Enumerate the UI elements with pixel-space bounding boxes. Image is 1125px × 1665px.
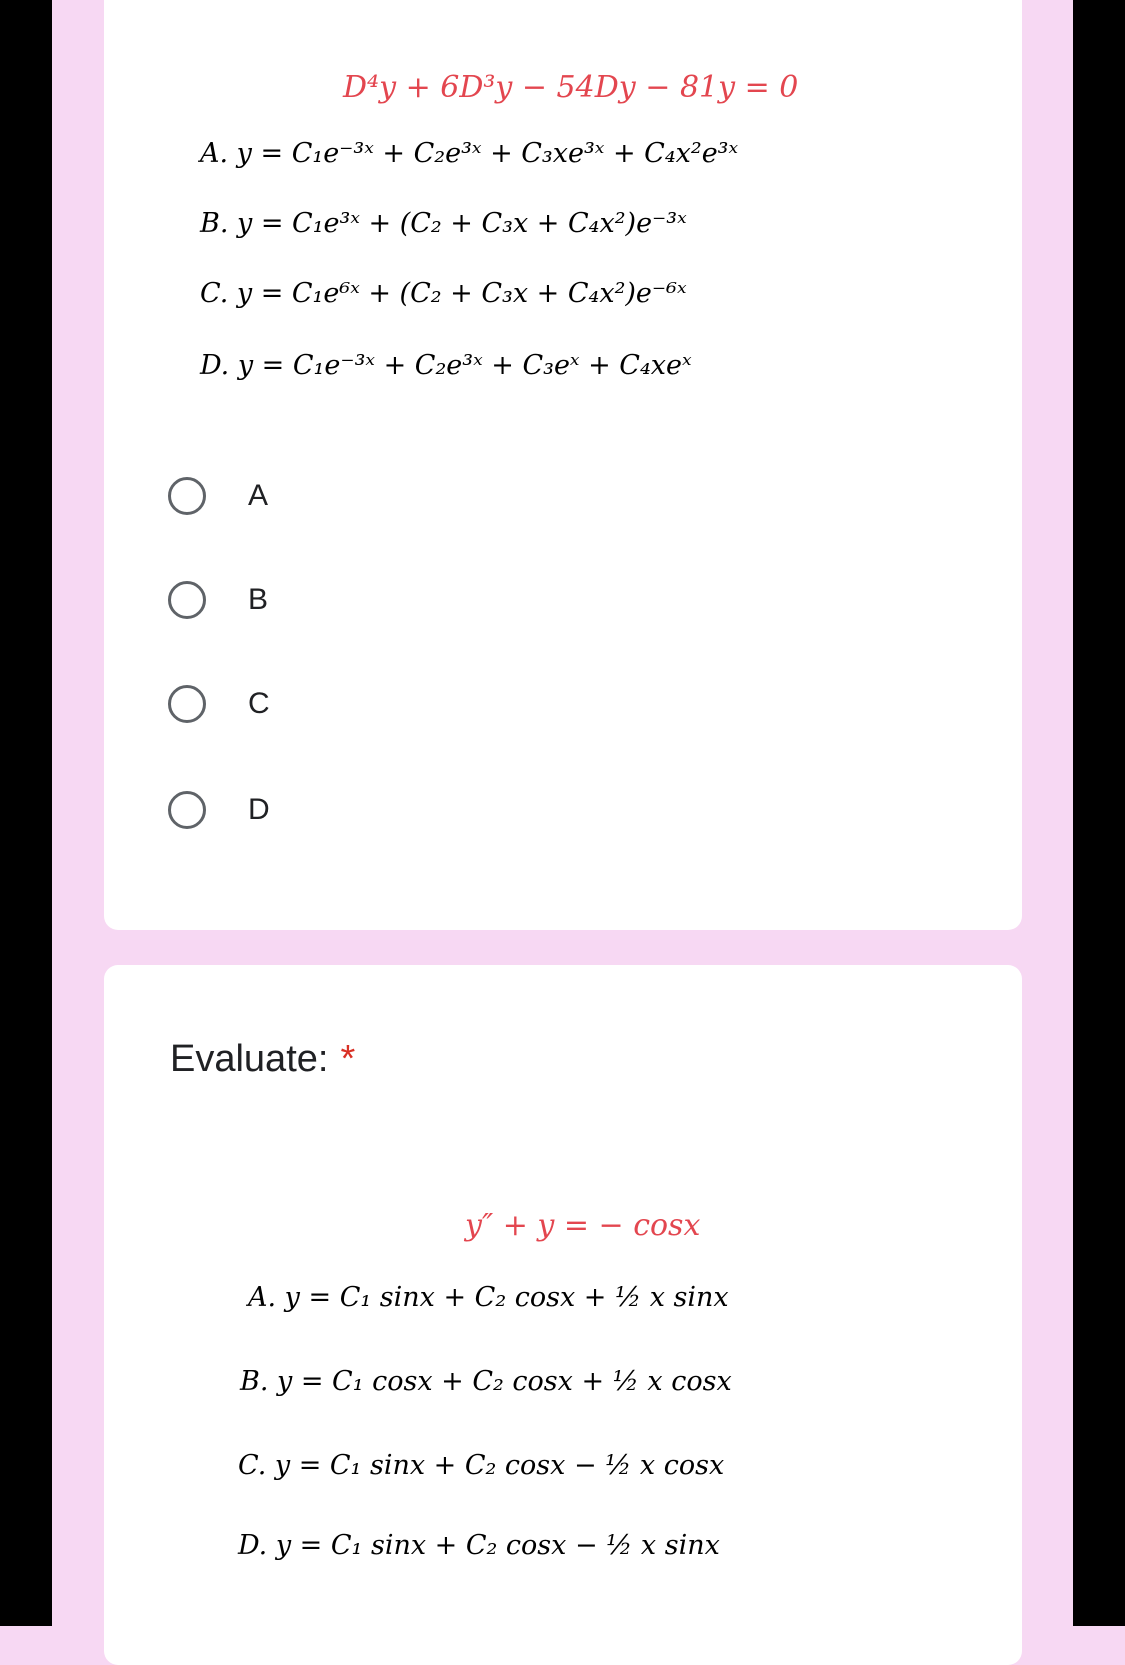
- question2-option-d-text: D. y = C₁ sinx + C₂ cosx − ½ x sinx: [238, 1530, 720, 1561]
- question2-equation: y″ + y = − cosx: [465, 1208, 701, 1243]
- choice-c-label: C: [248, 687, 270, 720]
- radio-circle-icon[interactable]: [168, 685, 206, 723]
- required-asterisk: *: [340, 1038, 356, 1080]
- question-title-text: Evaluate:: [170, 1038, 329, 1080]
- question1-option-b-text: B. y = C₁e³ˣ + (C₂ + C₃x + C₄x²)e⁻³ˣ: [200, 208, 687, 239]
- question2-option-b-text: B. y = C₁ cosx + C₂ cosx + ½ x cosx: [240, 1366, 732, 1397]
- radio-circle-icon[interactable]: [168, 791, 206, 829]
- radio-circle-icon[interactable]: [168, 581, 206, 619]
- radio-circle-icon[interactable]: [168, 477, 206, 515]
- choice-a-option[interactable]: [168, 472, 268, 520]
- question-title: [170, 1038, 355, 1081]
- choice-a-label: A: [248, 479, 269, 512]
- question2-option-c-text: C. y = C₁ sinx + C₂ cosx − ½ x cosx: [238, 1450, 725, 1481]
- screen-edge-left: [0, 0, 52, 1626]
- question2-option-a-text: A. y = C₁ sinx + C₂ cosx + ½ x sinx: [248, 1282, 729, 1313]
- question1-option-c-text: C. y = C₁e⁶ˣ + (C₂ + C₃x + C₄x²)e⁻⁶ˣ: [200, 278, 687, 309]
- choice-b-option[interactable]: [168, 576, 268, 624]
- choice-b-label: B: [248, 583, 269, 616]
- question1-option-d-text: D. y = C₁e⁻³ˣ + C₂e³ˣ + C₃eˣ + C₄xeˣ: [200, 350, 692, 381]
- choice-c-option[interactable]: [168, 680, 270, 728]
- screen-edge-right: [1073, 0, 1125, 1626]
- question1-equation: D⁴y + 6D³y − 54Dy − 81y = 0: [343, 70, 799, 105]
- choice-d-label: D: [248, 793, 270, 826]
- question1-option-a-text: A. y = C₁e⁻³ˣ + C₂e³ˣ + C₃xe³ˣ + C₄x²e³ˣ: [200, 138, 739, 169]
- choice-d-option[interactable]: [168, 786, 270, 834]
